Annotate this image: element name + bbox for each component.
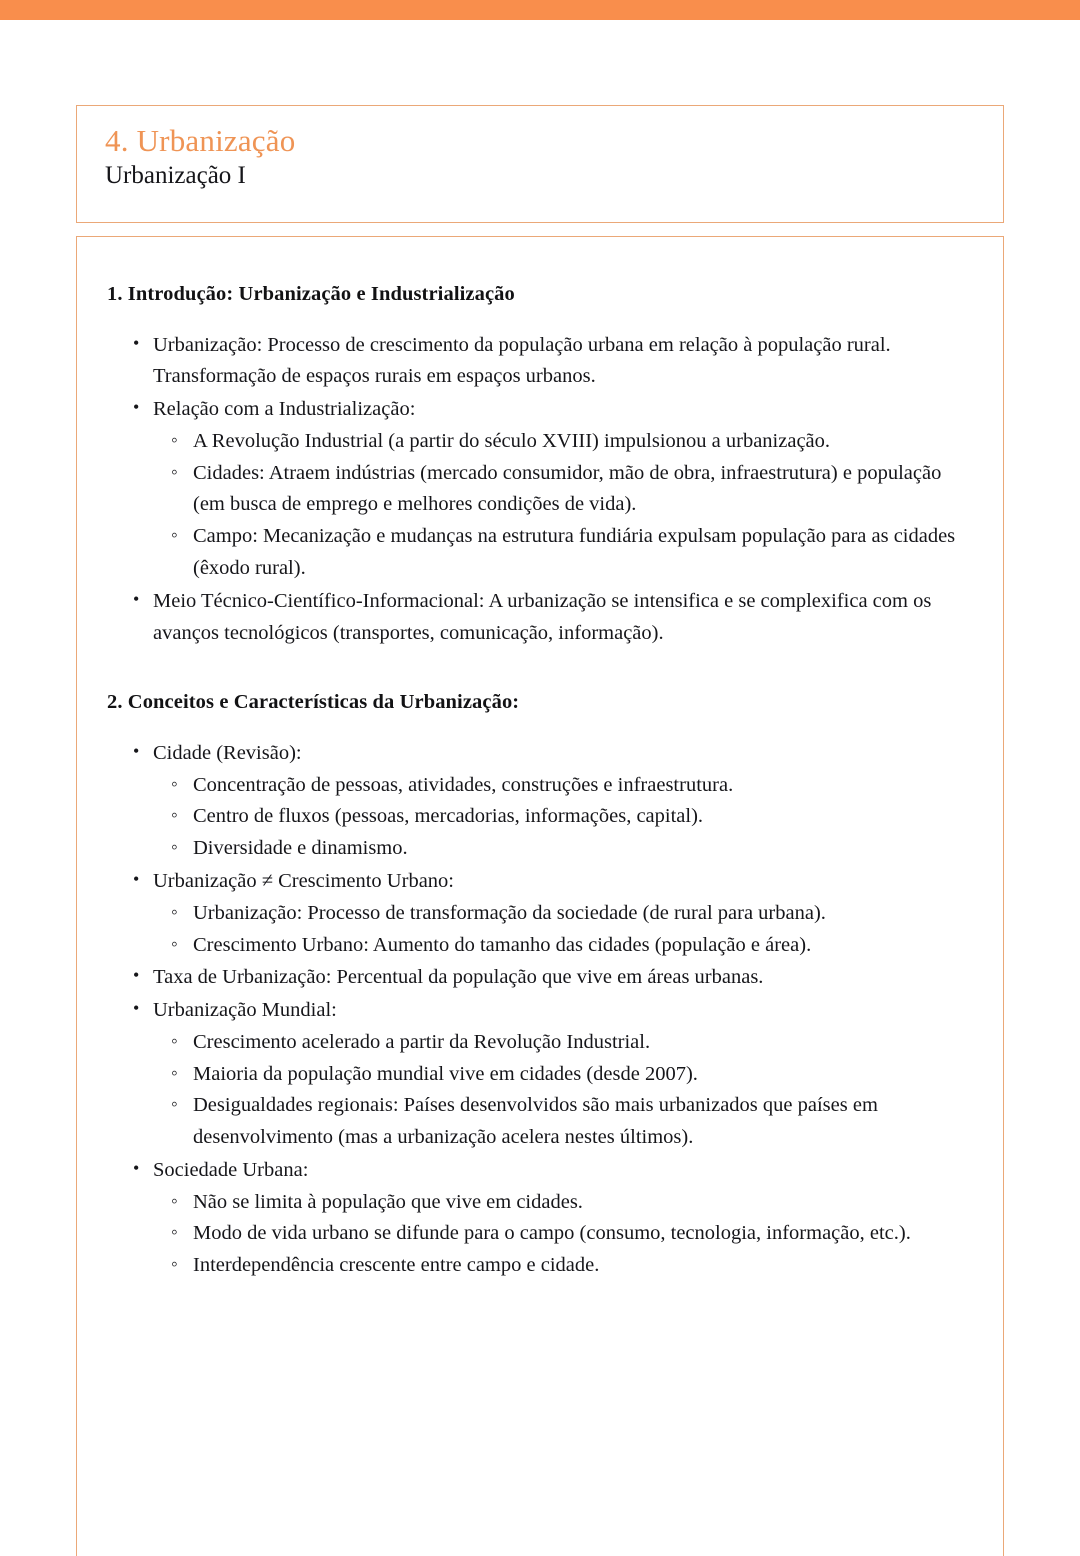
sub-list-item-text: ◦ Não se limita à população que vive em cidades.	[193, 1187, 973, 1219]
sub-bullet-list	[153, 898, 973, 962]
sub-bullet-list	[153, 426, 973, 585]
sub-bullet-list	[153, 1187, 973, 1282]
list-item-text: • Urbanização: Processo de crescimento da população urbana em relação à população rural. Transformação de espaços rurais em espaços urbanos.	[153, 330, 973, 394]
list-item-text: • Sociedade Urbana:	[153, 1155, 973, 1187]
sub-list-item-text: ◦ Crescimento Urbano: Aumento do tamanho das cidades (população e área).	[193, 930, 973, 962]
list-item-text: • Meio Técnico-Científico-Informacional: A urbanização se intensifica e se complexifica com os avanços tecnológicos (transportes, comunicação, informação).	[153, 586, 973, 650]
sub-list-item	[153, 426, 973, 458]
sub-list-item	[153, 1250, 973, 1282]
sub-list-item-text: ◦ Concentração de pessoas, atividades, construções e infraestrutura.	[193, 770, 973, 802]
sections-container	[107, 281, 973, 1282]
sub-list-item-text: ◦ Maioria da população mundial vive em cidades (desde 2007).	[193, 1059, 973, 1091]
list-item-text: • Taxa de Urbanização: Percentual da população que vive em áreas urbanas.	[153, 962, 973, 994]
sub-list-item	[153, 1218, 973, 1250]
list-item	[107, 962, 973, 994]
document-page	[0, 20, 1080, 1528]
list-item	[107, 1155, 973, 1282]
sub-list-item	[153, 521, 973, 585]
sub-list-item-text: ◦ Crescimento acelerado a partir da Revolução Industrial.	[193, 1027, 973, 1059]
sub-bullet-list	[153, 1027, 973, 1154]
sub-list-item-text: ◦ Cidades: Atraem indústrias (mercado consumidor, mão de obra, infraestrutura) e população (em busca de emprego e melhores condições de vida).	[193, 458, 973, 522]
bullet-list	[107, 738, 973, 1282]
sub-bullet-list	[153, 770, 973, 865]
list-item	[107, 866, 973, 961]
section-heading: 2. Conceitos e Características da Urbanização:	[107, 691, 520, 714]
list-item	[107, 330, 973, 394]
sub-list-item	[153, 833, 973, 865]
sub-list-item-text: ◦ Diversidade e dinamismo.	[193, 833, 973, 865]
sub-list-item	[153, 801, 973, 833]
sub-list-item	[153, 930, 973, 962]
page-title: 4. Urbanização	[105, 123, 296, 158]
sub-list-item	[153, 1090, 973, 1154]
list-item	[107, 995, 973, 1154]
list-item-text: • Urbanização Mundial:	[153, 995, 973, 1027]
list-item	[107, 394, 973, 585]
list-item-text: • Urbanização ≠ Crescimento Urbano:	[153, 866, 973, 898]
list-item-text: • Cidade (Revisão):	[153, 738, 973, 770]
document-content-box	[76, 236, 1004, 1556]
sub-list-item	[153, 1187, 973, 1219]
document-header-box	[76, 105, 1004, 223]
bullet-list	[107, 330, 973, 650]
sub-list-item-text: ◦ Interdependência crescente entre campo e cidade.	[193, 1250, 973, 1282]
section-heading: 1. Introdução: Urbanização e Industrialização	[107, 283, 515, 305]
sub-list-item	[153, 1027, 973, 1059]
sub-list-item-text: ◦ Desigualdades regionais: Países desenvolvidos são mais urbanizados que países em desenvolvimento (mas a urbanização acelera nestes últimos).	[193, 1090, 973, 1154]
sub-list-item	[153, 458, 973, 522]
list-item	[107, 586, 973, 650]
sub-list-item-text: ◦ Modo de vida urbano se difunde para o campo (consumo, tecnologia, informação, etc.).	[193, 1218, 973, 1250]
page-subtitle: Urbanização I	[105, 161, 246, 189]
sub-list-item-text: ◦ Urbanização: Processo de transformação da sociedade (de rural para urbana).	[193, 898, 973, 930]
sub-list-item-text: ◦ Centro de fluxos (pessoas, mercadorias, informações, capital).	[193, 801, 973, 833]
list-item-text: • Relação com a Industrialização:	[153, 394, 973, 426]
sub-list-item	[153, 1059, 973, 1091]
top-accent-bar	[0, 0, 1080, 20]
sub-list-item-text: ◦ Campo: Mecanização e mudanças na estrutura fundiária expulsam população para as cidades (êxodo rural).	[193, 521, 973, 585]
sub-list-item	[153, 770, 973, 802]
sub-list-item-text: ◦ A Revolução Industrial (a partir do século XVIII) impulsionou a urbanização.	[193, 426, 973, 458]
list-item	[107, 738, 973, 865]
sub-list-item	[153, 898, 973, 930]
